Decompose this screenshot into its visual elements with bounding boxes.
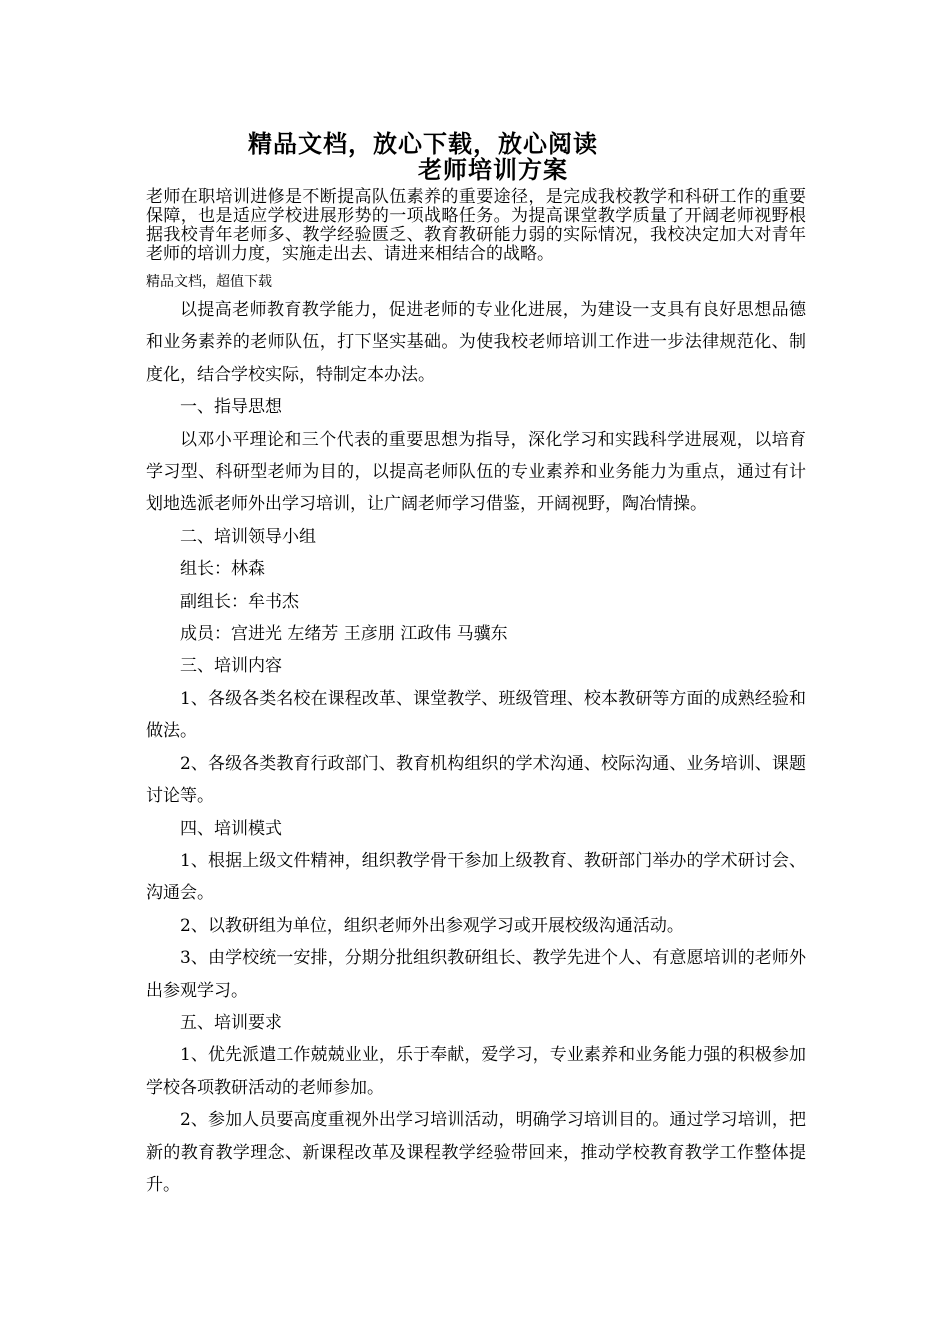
mode-item-3: 3、由学校统一安排，分期分批组织教研组长、教学先进个人、有意愿培训的老师外出参观学习。 (146, 948, 806, 1001)
requirement-item-1: 1、优先派遣工作兢兢业业，乐于奉献，爱学习，专业素养和业务能力强的积极参加学校各项教研活动的老师参加。 (146, 1045, 806, 1098)
intro-note: 精品文档，超值下载 (146, 274, 272, 290)
section-heading-guiding-thought: 一、指导思想 (180, 397, 282, 418)
section-heading-leadership-group: 二、培训领导小组 (180, 526, 316, 547)
section-heading-training-content: 三、培训内容 (180, 656, 282, 677)
mode-item-1: 1、根据上级文件精神，组织教学骨干参加上级教育、教研部门举办的学术研讨会、沟通会。 (146, 850, 806, 904)
guiding-thought-paragraph: 以邓小平理论和三个代表的重要思想为指导，深化学习和实践科学进展观，以培育学习型、科研型老师为目的，以提高老师队伍的专业素养和业务能力为重点，通过有计划地选派老师外出学习培训，让广阔老师学习借鉴，开阔视野，陶冶情操。 (146, 429, 806, 515)
document-body (146, 294, 806, 1201)
content-item-1: 1、各级各类名校在课程改革、课堂教学、班级管理、校本教研等方面的成熟经验和做法。 (146, 688, 806, 742)
document-title: 老师培训方案 (418, 155, 568, 184)
group-members: 成员：宫进光 左绪芳 王彦朋 江政伟 马骥东 (180, 624, 508, 645)
group-leader: 组长：林森 (180, 559, 265, 580)
purpose-paragraph: 以提高老师教育教学能力，促进老师的专业化进展，为建设一支具有良好思想品德和业务素养的老师队伍，打下坚实基础。为使我校老师培训工作进一步法律规范化、制度化，结合学校实际，特制定本办法。 (146, 300, 806, 385)
intro-paragraph: 老师在职培训进修是不断提高队伍素养的重要途径，是完成我校教学和科研工作的重要保障，也是适应学校进展形势的一项战略任务。为提高课堂教学质量了开阔老师视野根据我校青年老师多、教学经验匮乏、教育教研能力弱的实际情况，我校决定加大对青年老师的培训力度，实施走出去、请进来相结合的战略。 (146, 187, 806, 264)
content-item-2: 2、各级各类教育行政部门、教育机构组织的学术沟通、校际沟通、业务培训、课题讨论等。 (146, 753, 806, 807)
mode-item-2: 2、以教研组为单位，组织老师外出参观学习或开展校级沟通活动。 (180, 915, 684, 936)
section-heading-training-mode: 四、培训模式 (180, 818, 282, 839)
group-deputy-leader: 副组长：牟书杰 (180, 591, 299, 612)
requirement-item-2: 2、参加人员要高度重视外出学习培训活动，明确学习培训目的。通过学习培训，把新的教育教学理念、新课程改革及课程教学经验带回来，推动学校教育教学工作整体提升。 (146, 1110, 806, 1195)
section-heading-training-requirements: 五、培训要求 (180, 1012, 282, 1033)
watermark-banner: 精品文档，放心下载，放心阅读 (248, 129, 598, 158)
